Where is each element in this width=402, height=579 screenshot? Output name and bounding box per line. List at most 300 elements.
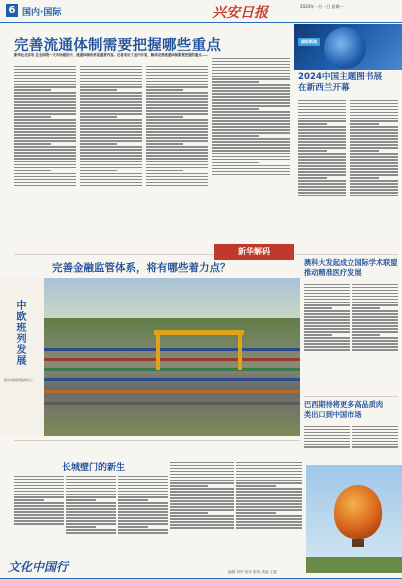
text-line [236,462,302,463]
text-line [80,95,142,96]
text-line [146,167,208,168]
text-line [146,134,208,135]
text-line [118,485,168,486]
text-line [80,134,142,135]
text-line [298,174,346,175]
side-story-1-headline-line2: 在新西兰开幕 [298,83,350,93]
crane-leg-left [156,330,160,370]
text-line [352,435,398,436]
side-story-2-headline-line1: 澳科大发起成立国际学术联盟 [304,258,398,267]
text-line [298,162,346,163]
text-line [304,304,350,305]
text-line [14,146,76,147]
text-line [352,290,398,291]
text-line [66,494,116,495]
lead-body-col4 [212,56,290,241]
text-line [14,134,76,135]
text-line [298,109,346,110]
text-line [236,524,302,525]
text-line [350,138,398,139]
text-line [66,508,116,509]
text-line [146,152,208,153]
text-line [14,131,76,132]
text-line [352,310,398,311]
text-line [350,189,398,190]
text-line [66,526,96,527]
text-line [236,527,302,528]
text-line [298,129,346,130]
text-line [14,494,64,495]
text-line [118,482,168,483]
text-line [66,529,116,530]
text-line [66,502,116,503]
text-line [14,164,76,165]
text-line [304,435,350,436]
text-line [170,465,234,466]
text-line [212,99,290,100]
text-line [146,119,208,120]
crane-beam [154,330,244,335]
text-line [304,444,350,445]
side-story-3-col1 [304,424,350,464]
text-line [352,334,380,335]
side-story-3-headline [304,400,402,419]
text-line [352,293,398,294]
xinhua-banner: 新华解码 [214,244,294,260]
text-line [352,304,398,305]
text-line [14,185,76,186]
text-line [304,432,350,433]
text-line [304,287,350,288]
text-line [236,480,302,481]
text-line [118,491,168,492]
text-line [146,122,208,123]
side-story-1-col1 [298,98,346,250]
text-line [304,426,350,427]
text-line [80,179,142,180]
text-line [304,340,350,341]
crane-leg-right [238,330,242,370]
text-line [146,110,208,111]
lead-body-col3 [146,64,208,254]
side-story-2-col1 [304,282,350,392]
text-line [14,517,64,518]
lead-lede: 新华社北京电 在全国统一大市场建设中，流通体制改革是重要内容。记者采访了业内专家，解读完善流通体制需要把握的重点…… [14,53,209,57]
text-line [350,159,398,160]
text-line [118,479,168,480]
text-line [80,119,142,120]
text-line [352,316,398,317]
text-line [352,349,398,350]
date-line: 2024年一月一日 星期一 [300,4,344,9]
text-line [146,146,208,147]
text-line [350,120,398,121]
text-line [212,132,290,133]
text-line [146,66,208,67]
text-line [304,313,350,314]
text-line [14,482,64,483]
text-line [14,69,76,70]
text-line [146,107,208,108]
bottom-headline: 长城壁门的新生 [62,463,126,473]
text-line [298,195,346,196]
lead-headline: 完善流通体制需要把握哪些重点 [14,38,222,54]
text-line [146,95,208,96]
text-line [350,156,398,157]
text-line [298,183,346,184]
text-line [304,310,350,311]
text-line [350,129,398,130]
text-line [212,58,290,59]
text-line [304,284,350,285]
text-line [212,138,290,139]
text-line [14,78,76,79]
text-line [298,132,346,133]
text-line [14,514,64,515]
text-line [80,131,142,132]
text-line [80,75,142,76]
text-line [236,509,302,510]
text-line [212,153,290,154]
text-line [170,506,234,507]
text-line [352,302,398,303]
text-line [66,482,116,483]
text-line [14,89,51,90]
text-line [80,170,117,171]
text-line [80,125,142,126]
text-line [14,155,76,156]
text-line [146,116,183,117]
text-line [298,147,346,148]
text-line [14,161,76,162]
text-line [212,165,290,166]
text-line [14,72,76,73]
text-line [212,162,259,163]
train-line-2 [44,358,300,361]
train-line-1 [44,348,300,351]
text-line [14,125,76,126]
text-line [350,186,398,187]
text-line [66,479,116,480]
text-line [350,109,398,110]
side-story-1-headline-line1: 2024中国主题图书展 [298,72,383,82]
text-line [14,485,64,486]
text-line [80,81,142,82]
text-line [14,152,76,153]
text-line [170,524,234,525]
text-line [350,174,398,175]
text-line [304,349,350,350]
text-line [170,474,234,475]
text-line [298,135,346,136]
text-line [146,72,208,73]
text-line [14,488,64,489]
text-line [80,104,142,105]
text-line [212,102,290,103]
text-line [146,92,208,93]
text-line [14,119,76,120]
text-line [298,118,346,119]
text-line [304,319,350,320]
text-line [352,328,398,329]
text-line [80,161,142,162]
text-line [298,165,346,166]
text-line [352,313,398,314]
text-line [146,182,208,183]
text-line [146,113,208,114]
text-line [66,514,116,515]
text-line [118,517,168,518]
text-line [80,113,142,114]
text-line [212,67,290,68]
text-line [212,61,290,62]
text-line [304,307,332,308]
text-line [80,143,117,144]
text-line [298,186,346,187]
text-line [350,177,379,178]
text-line [80,69,142,70]
text-line [304,343,350,344]
text-line [66,532,116,533]
text-line [80,72,142,73]
text-line [146,170,183,171]
text-line [14,101,76,102]
text-line [304,322,350,323]
text-line [304,293,350,294]
middle-headline: 完善金融监管体系，将有哪些着力点？ [52,262,231,274]
text-line [14,92,76,93]
text-line [146,149,208,150]
text-line [304,316,350,317]
text-line [352,296,398,297]
text-line [298,144,346,145]
train-line-3 [44,368,300,371]
text-line [80,158,142,159]
text-line [350,115,398,116]
text-line [14,499,44,500]
text-line [304,328,350,329]
text-line [14,128,76,129]
text-line [118,499,148,500]
text-line [14,491,64,492]
text-line [146,98,208,99]
text-line [212,78,290,79]
text-line [118,514,168,515]
text-line [80,167,142,168]
side-story-1-headline [298,72,398,94]
text-line [14,122,76,123]
text-line [298,153,346,154]
text-line [14,149,76,150]
text-line [80,137,142,138]
text-line [212,171,290,172]
text-line [298,180,346,181]
text-line [14,179,76,180]
text-line [146,161,208,162]
text-line [236,474,302,475]
text-line [80,155,142,156]
text-line [304,438,350,439]
text-line [170,509,234,510]
text-line [80,128,142,129]
balloon-ground [306,557,402,573]
text-line [298,115,346,116]
train-line-6 [44,402,300,405]
newspaper-logo: 兴安日报 [212,5,268,21]
text-line [350,150,379,151]
text-line [236,503,302,504]
text-line [66,488,116,489]
text-line [146,140,208,141]
text-line [146,89,183,90]
text-line [212,84,290,85]
text-line [298,168,346,169]
text-line [66,491,116,492]
text-line [212,129,290,130]
text-line [14,110,76,111]
text-line [298,123,327,124]
text-line [298,192,346,193]
text-line [118,523,168,524]
text-line [350,168,398,169]
text-line [146,158,208,159]
text-line [80,101,142,102]
text-line [118,511,168,512]
text-line [118,476,168,477]
text-line [304,337,350,338]
text-line [80,185,142,186]
text-line [118,488,168,489]
text-line [170,503,234,504]
text-line [350,100,398,101]
section-number: 6 [6,4,18,17]
bottom-body-col2 [66,474,116,568]
text-line [14,95,76,96]
text-line [236,465,302,466]
column-logo: 文化中国行 [8,560,69,574]
text-line [352,343,398,344]
text-line [350,171,398,172]
text-line [236,521,302,522]
text-line [212,120,290,121]
train-line-4 [44,378,300,381]
photo-ground [44,318,300,436]
text-line [212,117,290,118]
text-line [80,164,142,165]
text-line [298,171,346,172]
text-line [118,520,168,521]
text-line [298,159,346,160]
text-line [14,476,64,477]
text-line [298,100,346,101]
text-line [236,477,302,478]
text-line [146,125,208,126]
text-line [350,195,398,196]
text-line [352,340,398,341]
text-line [212,76,290,77]
text-line [146,78,208,79]
text-line [236,471,302,472]
text-line [298,141,346,142]
balloon-image [334,485,382,539]
text-line [212,156,290,157]
railway-caption: 图为中欧班列集结中心。 [4,378,35,382]
text-line [236,506,302,507]
text-line [236,488,302,489]
text-line [212,174,290,175]
text-line [170,471,234,472]
lead-body-col1 [14,64,76,254]
text-line [236,515,302,516]
text-line [14,496,64,497]
bottom-body-col5 [236,460,302,568]
text-line [14,66,76,67]
text-line [66,505,116,506]
text-line [14,104,76,105]
text-line [212,168,290,169]
text-line [304,346,350,347]
text-line [80,92,142,93]
side-divider-2 [304,396,398,397]
text-line [170,521,234,522]
text-line [236,518,302,519]
text-line [14,86,76,87]
text-line [118,508,168,509]
text-line [212,93,290,94]
text-line [66,523,116,524]
bottom-divider [14,440,300,441]
text-line [352,322,398,323]
text-line [66,520,116,521]
text-line [298,106,346,107]
text-line [350,162,398,163]
text-line [14,81,76,82]
text-line [236,482,302,483]
bottom-body-col4 [170,460,234,568]
text-line [170,497,234,498]
side-story-3-headline-line1: 巴西期待将更多高品质肉 [304,400,384,409]
globe-tag: 国际新闻 [298,38,320,46]
side-story-3-col2 [352,424,398,464]
text-line [352,307,380,308]
text-line [14,508,64,509]
text-line [350,192,398,193]
section-name: 国内·国际 [22,8,62,18]
text-line [80,89,117,90]
text-line [14,158,76,159]
text-line [212,87,290,88]
text-line [352,441,398,442]
text-line [80,110,142,111]
text-line [304,296,350,297]
text-line [170,468,234,469]
text-line [212,73,290,74]
text-line [80,140,142,141]
text-line [146,173,208,174]
text-line [14,502,64,503]
text-line [14,176,76,177]
text-line [80,66,142,67]
text-line [212,147,290,148]
text-line [80,173,142,174]
text-line [80,146,142,147]
text-line [212,150,290,151]
text-line [170,500,234,501]
text-line [80,78,142,79]
railway-photo [44,278,300,436]
text-line [212,105,290,106]
text-line [352,284,398,285]
